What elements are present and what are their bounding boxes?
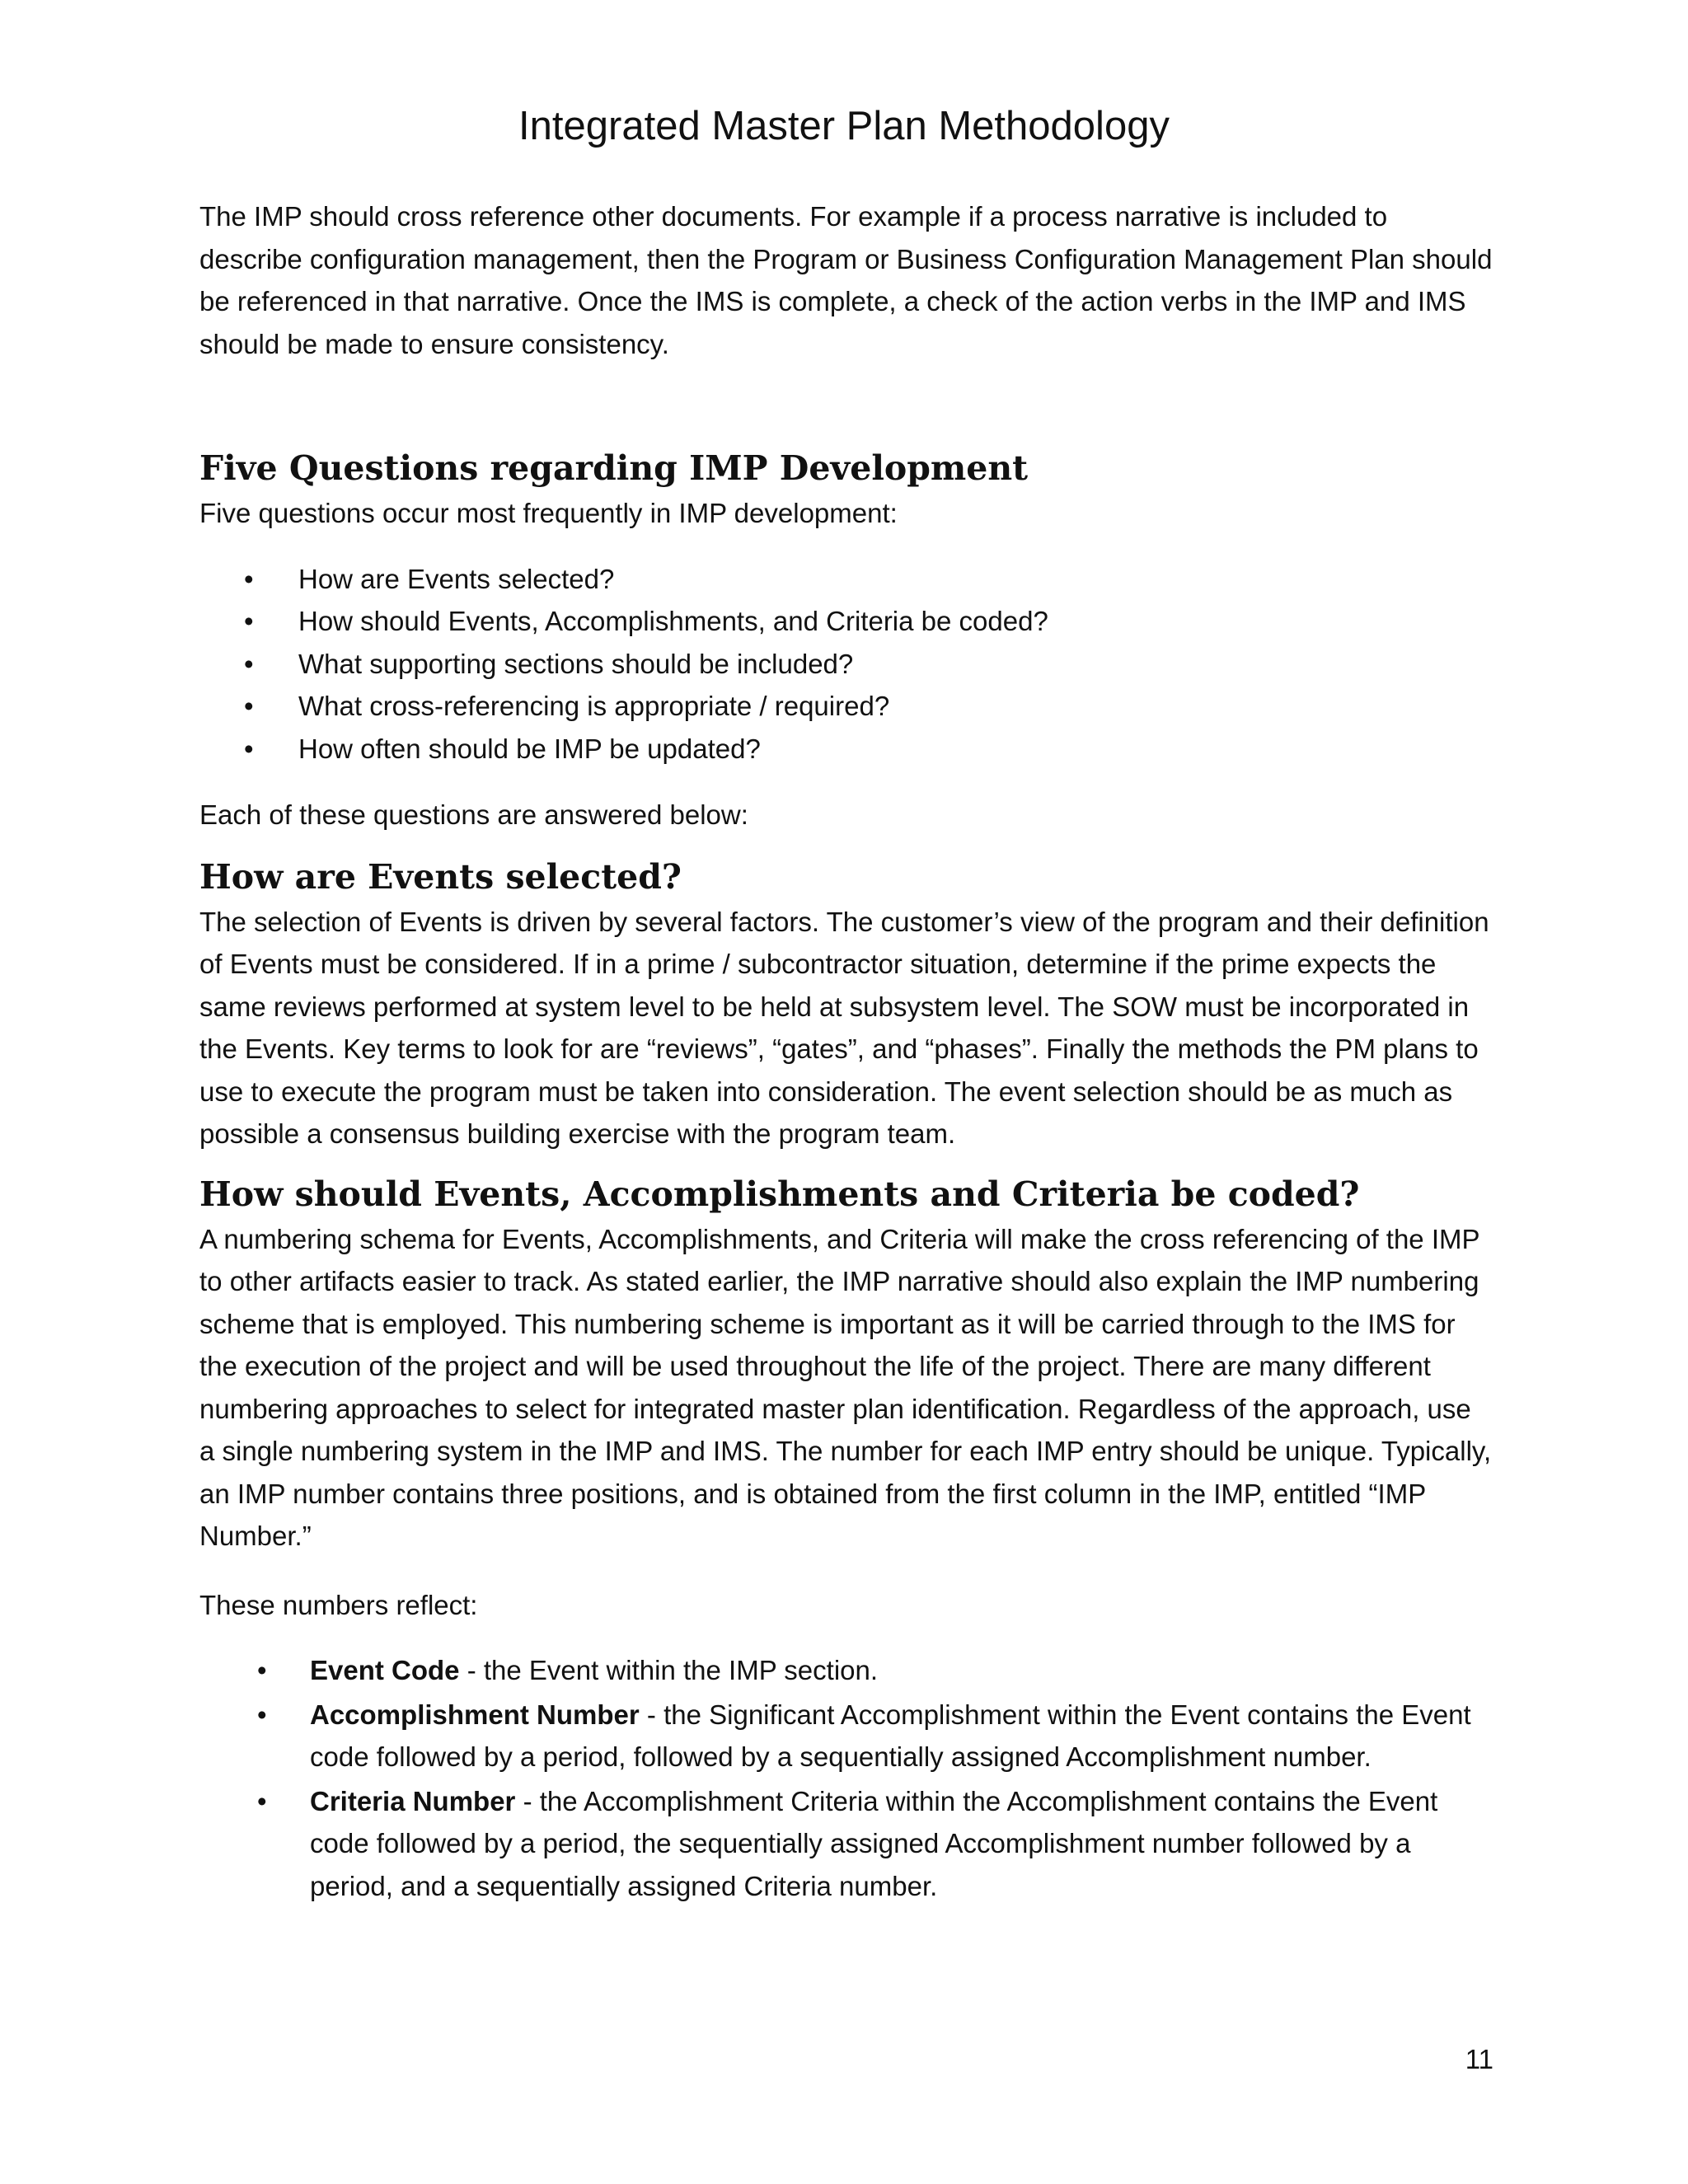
bullet-icon: • [244,691,254,721]
bullet-icon: • [257,1785,267,1816]
bullet-icon: • [244,648,254,679]
page-number: 11 [1465,2044,1493,2074]
list-item [199,685,1493,728]
coding-heading: How should Events, Accomplishments and Criteria be coded? [199,1174,1360,1214]
coding-paragraph: A numbering schema for Events, Accomplishments, and Criteria will make the cross referencing of the IMP to other artifacts easier to track. As stated earlier, the IMP narrative should also explain the IMP numbering scheme that is employed. This numbering scheme is important as it will be carried through to the IMS for the execution of the project and will be used throughout the life of the project. There are many different numbering approaches to select for integrated master plan identification. Regardless of the approach, use a single numbering system in the IMP and IMS. The number for each IMP entry should be unique. Typically, an IMP number contains three positions, and is obtained from the first column in the IMP, entitled “IMP Number.” [199,1223,1492,1551]
list-item [199,558,1493,601]
list-item-text: What supporting sections should be included? [298,648,854,679]
definition-term: Accomplishment Number [310,1699,640,1730]
bullet-icon: • [244,733,254,764]
reflect-lead: These numbers reflect: [199,1589,478,1620]
events-selected-heading: How are Events selected? [199,856,682,897]
list-item [199,643,1493,686]
list-item-text: What cross-referencing is appropriate / required? [298,691,890,721]
definition-term: Event Code [310,1655,460,1685]
bullet-icon: • [257,1699,267,1730]
bullet-icon: • [257,1655,267,1685]
bullet-icon: • [244,606,254,636]
five-questions-closing: Each of these questions are answered below: [199,799,748,830]
definition-item [199,1694,1493,1779]
events-selected-paragraph: The selection of Events is driven by several factors. The customer’s view of the program and their definition of Events must be considered. If in a prime / subcontractor situation, determine if the prime expects the same reviews performed at system level to be held at subsystem level. The SOW must be incorporated in the Events. Key terms to look for are “reviews”, “gates”, and “phases”. Finally the methods the PM plans to use to execute the program must be taken into consideration. The event selection should be as much as possible a consensus building exercise with the program team. [199,906,1489,1149]
five-questions-heading: Five Questions regarding IMP Development [199,448,1029,488]
list-item [199,600,1493,643]
bullet-icon: • [244,563,254,594]
definition-item [199,1780,1493,1908]
five-questions-lead: Five questions occur most frequently in IMP development: [199,498,898,528]
list-item-text: How should Events, Accomplishments, and Criteria be coded? [298,606,1048,636]
five-questions-list [199,558,1493,771]
definition-description: - the Accomplishment Criteria within the Accomplishment contains the Event code followed by a period, the sequentially assigned Accomplishment number followed by a period, and a sequentially assigned Criteria number. [310,1785,1438,1901]
definition-item [199,1649,1493,1692]
numbering-definitions-list [199,1649,1493,1907]
definition-term: Criteria Number [310,1785,516,1816]
list-item [199,728,1493,771]
page-body [199,195,1493,1909]
list-item-text: How often should be IMP be updated? [298,733,761,764]
list-item-text: How are Events selected? [298,563,615,594]
definition-description: - the Significant Accomplishment within the Event contains the Event code followed by a period, followed by a sequentially assigned Accomplishment number. [310,1699,1471,1772]
intro-paragraph: The IMP should cross reference other documents. For example if a process narrative is included to describe configuration management, then the Program or Business Configuration Management Plan should be referenced in that narrative. Once the IMS is complete, a check of the action verbs in the IMP and IMS should be made to ensure consistency. [199,201,1493,359]
page-title: Integrated Master Plan Methodology [518,104,1170,148]
definition-description: - the Event within the IMP section. [459,1655,879,1685]
